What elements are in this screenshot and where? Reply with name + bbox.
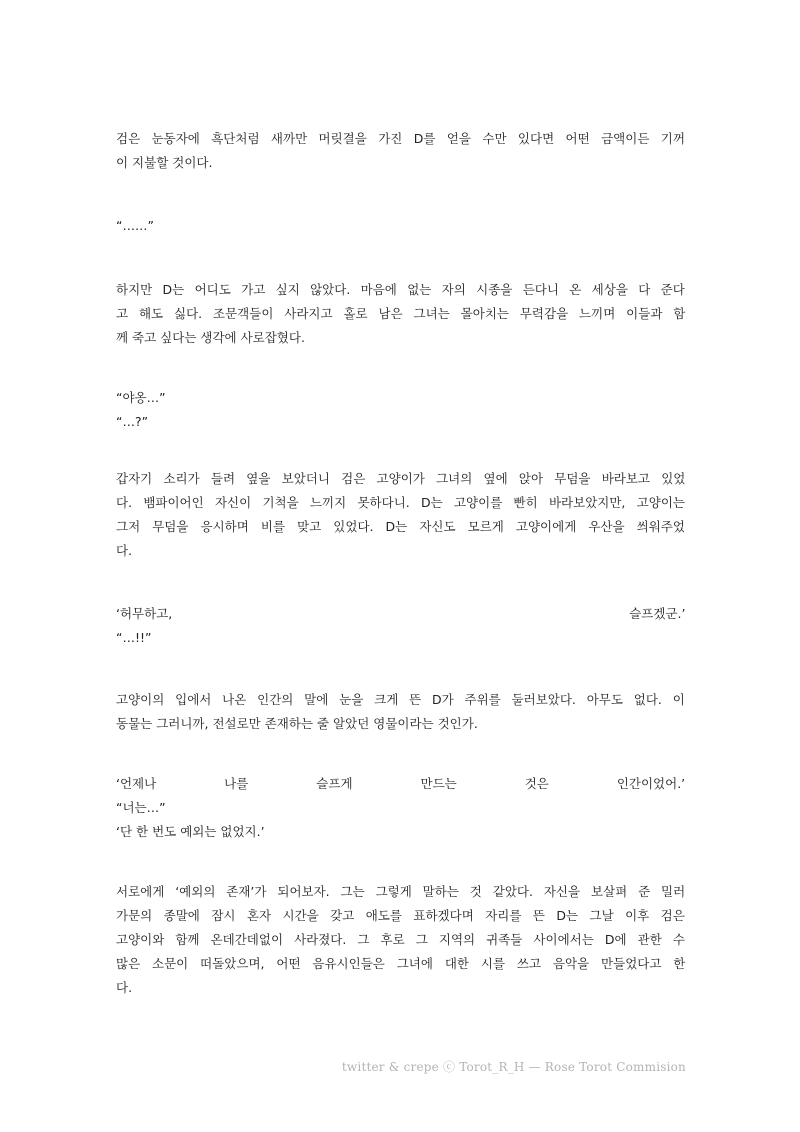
text-line: ‘단 한 번도 예외는 없었지.’ <box>116 824 265 839</box>
text-line: “…?” <box>116 414 149 429</box>
paragraph <box>116 127 685 175</box>
dialogue-paragraph <box>116 772 685 844</box>
text-line: “야옹…” <box>116 390 166 405</box>
text-line: “……” <box>116 218 154 233</box>
text-line: ‘언제나 나를 슬프게 만드는 것은 인간이었어.’ <box>116 776 686 791</box>
text-line: ‘허무하고, 슬프겠군.’ <box>116 606 686 621</box>
paragraph <box>116 688 685 736</box>
text-line: 검은 눈동자에 흑단처럼 새까만 머릿결을 가진 D를 얻을 수만 있다면 어떤 금액이든 기꺼 <box>116 131 685 146</box>
text-line: 다. <box>116 543 133 558</box>
text-line: 께 죽고 싶다는 생각에 사로잡혔다. <box>116 330 305 345</box>
dialogue-paragraph <box>116 214 685 238</box>
text-line: 다. <box>116 980 133 995</box>
text-line: 그저 무덤을 응시하며 비를 맞고 있었다. D는 자신도 모르게 고양이에게 우산을 씌워주었 <box>116 519 685 534</box>
text-line: 서로에게 ‘예외의 존재’가 되어보자. 그는 그렇게 말하는 것 같았다. 자신을 보살펴 준 밀러 <box>116 884 686 899</box>
text-line: 고양이와 함께 온데간데없이 사라졌다. 그 후로 그 지역의 귀족들 사이에서는 D에 관한 수 <box>116 932 685 947</box>
text-line: 동물는 그러니까, 전설로만 존재하는 줄 알았던 영물이라는 것인가. <box>116 716 478 731</box>
text-line: 하지만 D는 어디도 가고 싶지 않았다. 마음에 없는 자의 시종을 든다니 온 세상을 다 준다 <box>116 282 685 297</box>
text-line: 가문의 종말에 잠시 혼자 시간을 갖고 애도를 표하겠다며 자리를 뜬 D는 그날 이후 검은 <box>116 908 685 923</box>
dialogue-paragraph <box>116 386 685 434</box>
footer-credit: twitter & crepe ⓒ Torot_R_H — Rose Torot Commision <box>341 1060 686 1074</box>
paragraph <box>116 467 685 563</box>
text-line: 갑자기 소리가 들려 옆을 보았더니 검은 고양이가 그녀의 옆에 앉아 무덤을 바라보고 있었 <box>116 471 686 486</box>
paragraph <box>116 278 685 350</box>
text-line: 많은 소문이 떠돌았으며, 어떤 음유시인들은 그녀에 대한 시를 쓰고 음악을 만들었다고 한 <box>116 956 686 971</box>
text-line: 고양이의 입에서 나온 인간의 말에 눈을 크게 뜬 D가 주위를 둘러보았다. 아무도 없다. 이 <box>116 692 685 707</box>
text-line: 고 해도 싫다. 조문객들이 사라지고 홀로 남은 그녀는 몰아치는 무력감을 느끼며 이들과 함 <box>116 306 686 321</box>
text-line: “…!!” <box>116 630 152 645</box>
paragraph <box>116 880 685 1000</box>
dialogue-paragraph <box>116 602 685 650</box>
text-line: “너는…” <box>116 800 166 815</box>
text-line: 이 지불할 것이다. <box>116 155 213 170</box>
text-line: 다. 뱀파이어인 자신이 기척을 느끼지 못하다니. D는 고양이를 빤히 바라보았지만, 고양이는 <box>116 495 685 510</box>
